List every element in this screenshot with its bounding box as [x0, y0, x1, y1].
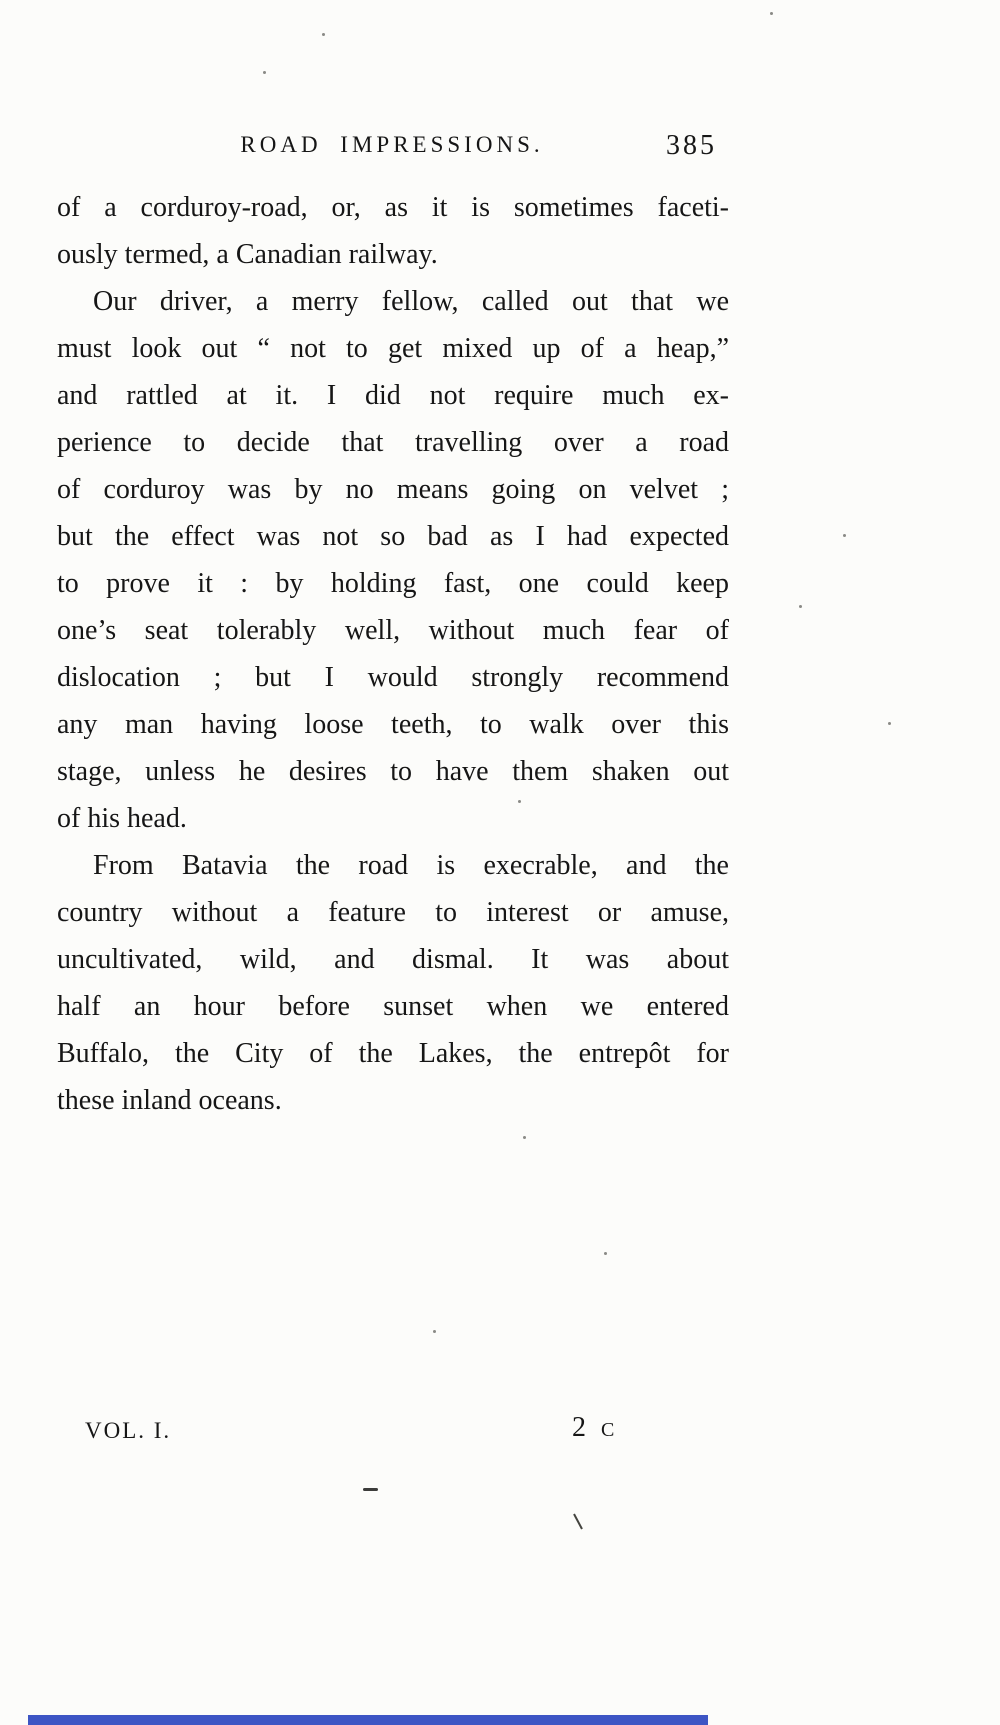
signature-mark: 2 c [572, 1412, 619, 1443]
page-number: 385 [666, 130, 717, 161]
scan-bar-artifact [28, 1715, 708, 1725]
scan-dash-artifact [363, 1488, 378, 1491]
text-line: but the effect was not so bad as I had expected [57, 521, 729, 552]
text-line: of his head. [57, 803, 187, 834]
page-footer [57, 1412, 729, 1456]
scan-speck [888, 722, 891, 725]
scan-speck [433, 1330, 436, 1333]
scan-backslash-artifact [573, 1514, 583, 1530]
paragraph [57, 278, 729, 842]
text-line: stage, unless he desires to have them shaken out [57, 756, 729, 787]
scan-speck [799, 605, 802, 608]
text-line: must look out “ not to get mixed up of a heap,” [57, 333, 729, 364]
text-line: Our driver, a merry fellow, called out that we [93, 286, 729, 317]
text-line: dislocation ; but I would strongly recommend [57, 662, 729, 693]
text-line: half an hour before sunset when we entered [57, 991, 729, 1022]
scan-speck [263, 71, 266, 74]
text-line: of a corduroy-road, or, as it is sometimes faceti- [57, 192, 729, 223]
text-line: these inland oceans. [57, 1085, 282, 1116]
text-line: one’s seat tolerably well, without much fear of [57, 615, 729, 646]
scan-speck [604, 1252, 607, 1255]
volume-label: VOL. I. [85, 1418, 172, 1443]
paragraph [57, 184, 729, 278]
text-line: to prove it : by holding fast, one could keep [57, 568, 729, 599]
scan-speck [523, 1136, 526, 1139]
page-body [57, 184, 729, 1124]
text-line: Buffalo, the City of the Lakes, the entrepôt for [57, 1038, 729, 1069]
text-line: any man having loose teeth, to walk over this [57, 709, 729, 740]
paragraph [57, 842, 729, 1124]
text-line: uncultivated, wild, and dismal. It was about [57, 944, 729, 975]
page-header [57, 130, 727, 168]
text-line: From Batavia the road is execrable, and the [93, 850, 729, 881]
text-line: of corduroy was by no means going on velvet ; [57, 474, 729, 505]
scan-speck [843, 534, 846, 537]
text-line: and rattled at it. I did not require much ex- [57, 380, 729, 411]
scan-speck [322, 33, 325, 36]
text-line: ously termed, a Canadian railway. [57, 239, 438, 270]
text-line: perience to decide that travelling over a road [57, 427, 729, 458]
scan-speck [770, 12, 773, 15]
running-title: ROAD IMPRESSIONS. [240, 132, 544, 157]
text-line: country without a feature to interest or amuse, [57, 897, 729, 928]
scan-speck [518, 800, 521, 803]
